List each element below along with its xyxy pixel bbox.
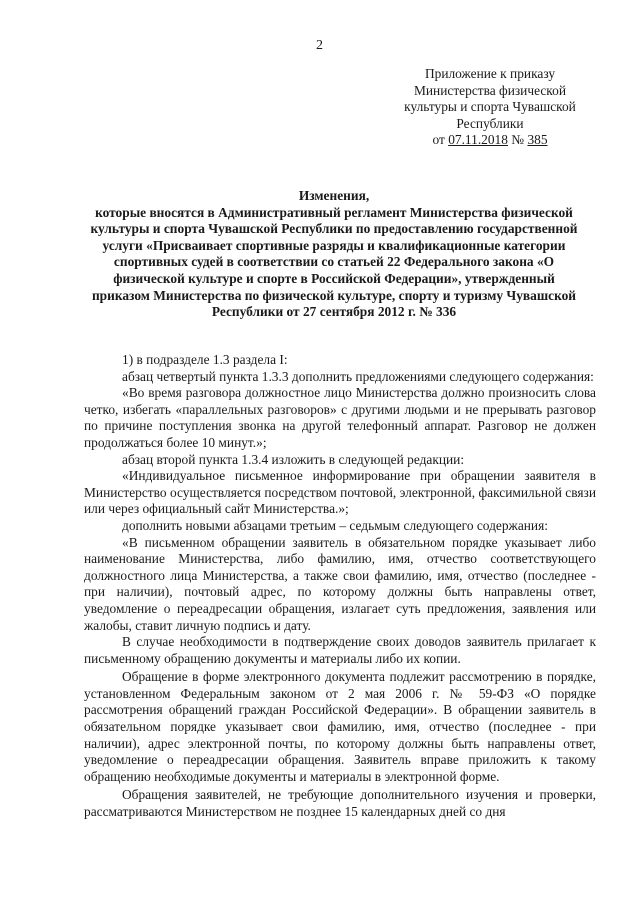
appendix-number: 385 [527,132,548,147]
paragraph-7: «В письменном обращении заявитель в обязательном порядке указывает либо наименование Министерства, либо фамилию, имя, отчество соответствующего должностного лица Министерства, а также свои фамилию, имя, отчество (последнее - при наличии), почтовый адрес, по которому должны быть направлены ответ, уведомление о переадресации обращения, излагает суть предложения, заявления или жалобы, ставит личную подпись и дату. [84,534,596,633]
appendix-date-prefix: от [432,132,449,147]
document-heading [84,188,584,321]
appendix-date: 07.11.2018 [448,132,508,147]
appendix-line-3: культуры и спорта Чувашской [404,99,576,114]
paragraph-5: «Индивидуальное письменное информирование при обращении заявителя в Министерство осуществляется посредством почтовой, электронной, факсимильной связи или через официальный сайт Министерства.»; [84,468,596,517]
paragraph-6: дополнить новыми абзацами третьим – седьмым следующего содержания: [122,517,548,533]
paragraph-10: Обращения заявителей, не требующие дополнительного изучения и проверки, рассматриваются Министерством не позднее 15 календарных дней со дня [84,787,596,820]
appendix-block [400,66,580,149]
paragraph-3: «Во время разговора должностное лицо Министерства должно произносить слова четко, избегать «параллельных разговоров» с другими людьми и не прерывать разговор по причине поступления звонка на другой телефонный аппарат. Разговор не должен продолжаться более 10 минут.»; [84,385,596,450]
appendix-line-2: Министерства физической [413,82,566,98]
appendix-line-1: Приложение к приказу [424,66,556,81]
heading-text: которые вносятся в Административный регламент Министерства физической культуры и спорта Чувашской Республики по предоставлению государственной услуги «Присваивает спортивные разряды и квалификационные категории спортивных судей в соответствии со статьей 22 Федерального закона «О физической культуре и спорте в Российской Федерации», утвержденный приказом Министерства по физической культуре, спорту и туризму Чувашской Республики от 27 сентября 2012 г. № 336 [90,204,578,320]
paragraph-1: 1) в подразделе 1.3 раздела I: [122,352,288,367]
document-body [84,352,596,821]
paragraph-8: В случае необходимости в подтверждение своих доводов заявитель прилагает к письменному обращению документы и материалы либо их копии. [84,634,596,666]
appendix-line-4: Республики [456,115,524,131]
paragraph-9: Обращение в форме электронного документа подлежит рассмотрению в порядке, установленном Федеральным законом от 2 мая 2006 г. № 59-ФЗ «О порядке рассмотрения обращений граждан Российской Федерации». В обращении заявитель в обязательном порядке указывает свои фамилию, имя, отчество (последнее - при наличии), адрес электронной почты, по которому должны быть направлены ответ, уведомление о переадресации обращения. Заявитель вправе приложить к такому обращению необходимые документы и материалы в электронной форме. [84,669,596,784]
paragraph-2: абзац четвертый пункта 1.3.3 дополнить предложениями следующего содержания: [122,368,594,384]
heading-title: Изменения, [298,188,370,203]
appendix-number-sign: № [507,132,528,147]
page-number: 2 [316,38,323,53]
paragraph-4: абзац второй пункта 1.3.4 изложить в следующей редакции: [122,451,465,467]
appendix-order-line [400,132,580,149]
